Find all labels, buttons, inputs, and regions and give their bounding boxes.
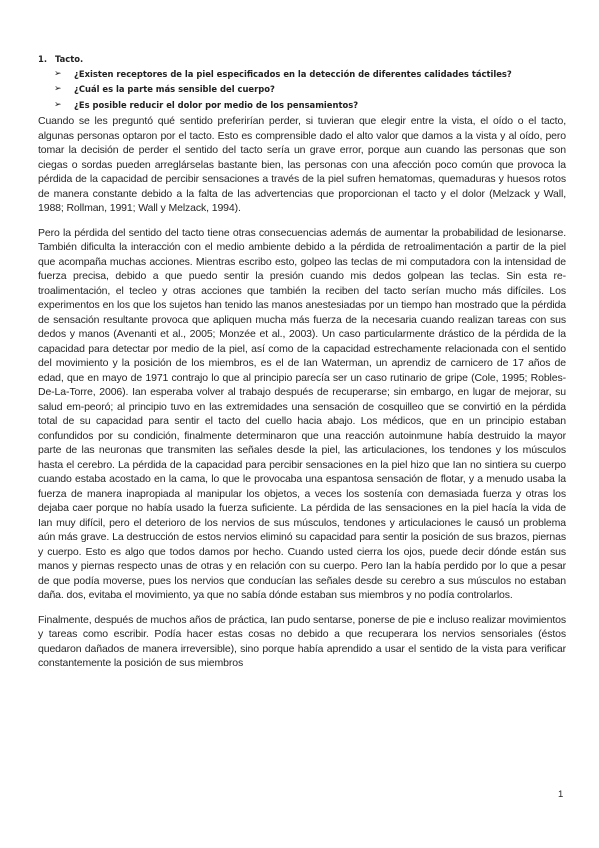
body-text bbox=[38, 114, 566, 681]
body-paragraph: Cuando se les preguntó qué sentido preferirían perder, si tuvieran que elegir entre la vista, el oído o el tacto, algunas personas optaron por el tacto. Esto es comprensible dado el alto valor que damos a la vista y al oído, pero tomar la decisión de perder el sentido del tacto sería un grave error, porque aun cuando las personas que son ciegas o sordas pueden arreglárselas bastante bien, las personas con una afección poco común que provoca la pérdida de la capacidad de percibir sensaciones a través de la piel sufren hematomas, quemaduras y huesos rotos de manera constante debido a la falta de las advertencias que proporcionan el tacto y el dolor (Melzack y Wall, 1988; Rollman, 1991; Wall y Melzack, 1994). bbox=[38, 115, 566, 214]
question-item bbox=[38, 82, 578, 97]
section-heading bbox=[38, 52, 578, 67]
question-item bbox=[38, 98, 578, 113]
body-paragraph: Finalmente, después de muchos años de práctica, Ian pudo sentarse, ponerse de pie e incluso realizar movimientos y tareas como escribir. Podía hacer estas cosas no debido a que recuperara los nervios sensoriales (éstos quedaron dañados de manera irreversible), sino porque había aprendido a usar el sentido de la vista para verificar constantemente la posición de sus miembros bbox=[38, 613, 566, 669]
arrow-bullet-icon: ➢ bbox=[54, 84, 62, 95]
arrow-bullet-icon: ➢ bbox=[54, 99, 62, 110]
body-paragraph: Pero la pérdida del sentido del tacto tiene otras consecuencias además de aumentar la probabilidad de lesionarse. También dificulta la interacción con el medio ambiente debido a la pérdida de retroalimentación a partir de la piel que acompaña muchas acciones. Mientras escribo esto, golpeo las teclas de mi computadora con la intensidad de fuerza precisa, debido a que puedo sentir la presión cuando mis dedos golpean las teclas. Sin esta re-troalimentación, el tecleo y otras acciones que también la reciben del tacto serían mucho más difíciles. Los experimentos en los que los sujetos han tenido las manos anestesiadas por un tiempo han mostrado que la pérdida de sensación resultante provoca que apliquen mucha más fuerza de la necesaria cuando realizan tareas con sus dedos y manos (Avenanti et al., 2005; Monzée et al., 2003). Un caso particularmente drástico de la pérdida de la capacidad para detectar por medio de la piel, así como de la capacidad estrechamente relacionada con el sentido del movimiento y la posición de los miembros, es el de Ian Waterman, un aprendiz de carnicero de 17 años de edad, que en mayo de 1971 contrajo lo que al principio parecía ser un caso rutinario de gripe (Cole, 1995; Robles-De-La-Torre, 2006). Ian esperaba volver al trabajo después de recuperarse; sin embargo, en lugar de mejorar, su salud em-peoró; al principio tuvo en las extremidades una sensación de cosquilleo que se convirtió en la pérdida total de su capacidad para sentir el tacto del cuello hacia abajo. Los médicos, que en un principio estaban confundidos por su condición, finalmente determinaron que una reacción autoinmune había destruido la mayor parte de las neuronas que transmiten las señales desde la piel, las articulaciones, los tendones y los músculos hasta el cerebro. La pérdida de la capacidad para percibir sensaciones en la piel hizo que Ian no sintiera su cuerpo cuando estaba acostado en la cama, lo que le provocaba una espantosa sensación de flotar, y a menudo usaba la fuerza de manera inapropiada al manipular los objetos, a veces los sostenía con demasiada fuerza y otras los dejaba caer porque no había usado la fuerza suficiente. La pérdida de las sensaciones en la piel hacía la vida de Ian muy difícil, pero el deterioro de los nervios de sus músculos, tendones y articulaciones le causó un problema aún más grave. La destrucción de estos nervios eliminó su capacidad para sentir la posición de sus brazos, piernas y cuerpo. Esto es algo que todos damos por hecho. Cuando usted cierra los ojos, puede decir dónde están sus manos y piernas respecto unas de otras y en relación con su cuerpo. Pero Ian la había perdido por lo que a pesar de que podía moverse, pues los nervios que conducían las señales desde su cerebro a sus músculos no estaban daña. dos, evitaba el movimiento, ya que no sabía dónde estaban sus miembros y no podía controlarlos. bbox=[38, 226, 566, 601]
question-text: ¿Es posible reducir el dolor por medio de los pensamientos? bbox=[74, 99, 359, 110]
section-number: 1. bbox=[38, 54, 48, 64]
section-title: Tacto. bbox=[55, 54, 84, 64]
page-number: 1 bbox=[558, 789, 564, 800]
question-text: ¿Cuál es la parte más sensible del cuerpo? bbox=[74, 84, 275, 95]
arrow-bullet-icon: ➢ bbox=[54, 69, 62, 80]
question-text: ¿Existen receptores de la piel especificados en la detección de diferentes calidades táctiles? bbox=[74, 69, 512, 80]
question-item bbox=[38, 67, 578, 82]
section-heading-block bbox=[38, 52, 578, 113]
